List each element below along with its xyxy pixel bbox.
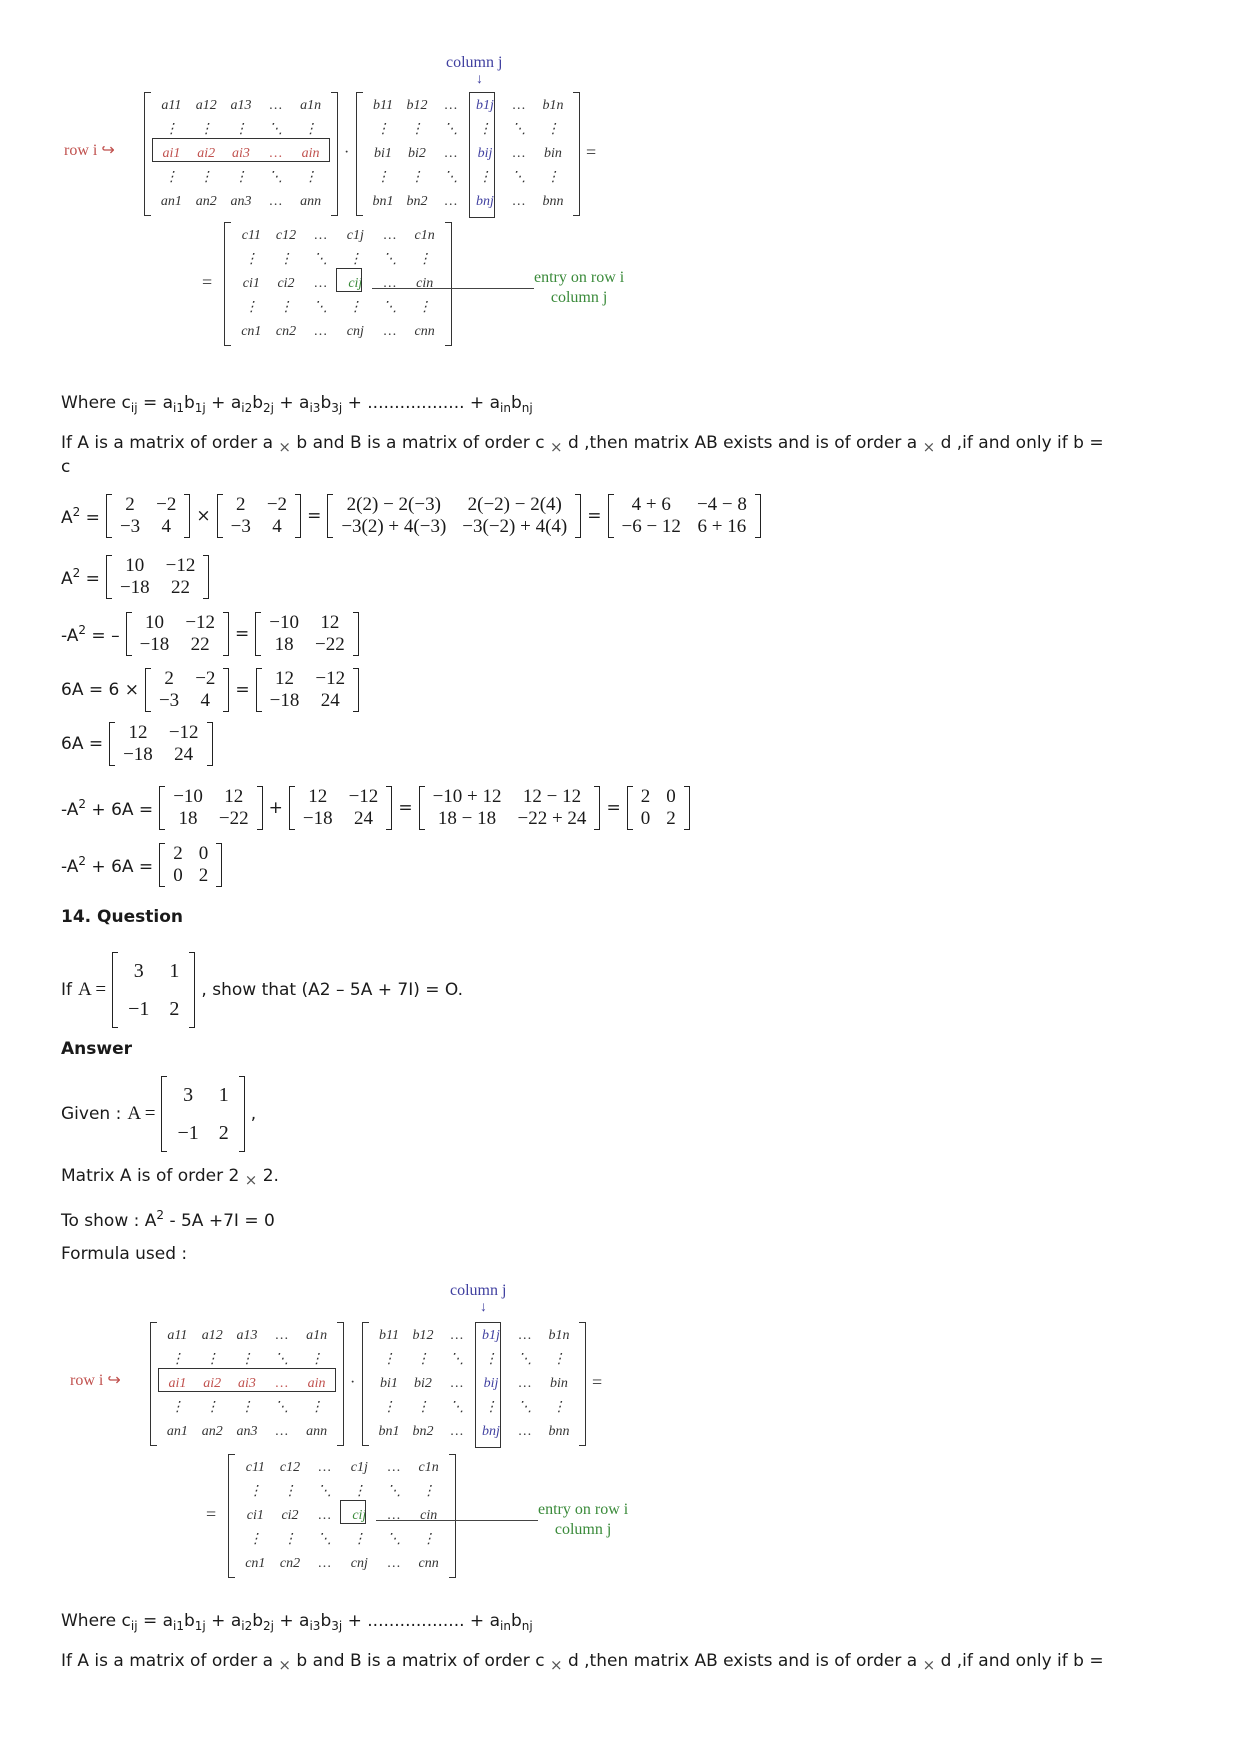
given-statement: Given : A = 3 1 −1 2 , (61, 1076, 256, 1152)
column-arrow-icon: ↓ (476, 72, 483, 87)
where-formula-2: Where $c_{ij} = a_{i1}b_{1j} + a_{i2}b_{2j} + a_{i3}b_{3j}$ + .................. + $a_{in}b_{nj}$ (61, 1611, 533, 1633)
matrix: 2(2) − 2(−3) 2(−2) − 2(4) −3(2) + 4(−3) −3(−2) + 4(4) (327, 494, 581, 538)
matrix: 2 −2 −3 4 (217, 494, 301, 538)
matrix-multiplication-diagram-2: column j ↓ row i ↪ a11 a12 a13 … a1n ⋮ ⋮ ⋮ ⋱ ⋮ ai1 ai2 ai3 … ain ⋮ ⋮ ⋮ ⋱ ⋮ an1 an2 an3 … ann · b11 b12 … b1j … b1n ⋮ ⋮ ⋱ ⋮ ⋱ ⋮ bi1 bi2 … bij … bin ⋮ ⋮ ⋱ ⋮ ⋱ ⋮ bn1 bn2 … bnj … bnn = = c11 c12 … c1j … c1n ⋮ ⋮ ⋱ ⋮ ⋱ ⋮ ci1 ci2 … cij … cin ⋮ ⋮ ⋱ ⋮ ⋱ ⋮ cn1 cn2 … cnj … cnn entry on row i column j (60, 1270, 680, 1590)
matrix: 2 −2 −3 4 (106, 494, 190, 538)
matrix: 12 −12 −18 24 (256, 668, 359, 712)
order-rule-cont: c (61, 457, 71, 477)
matrix-order: Matrix A is of order 2 × 2. (61, 1166, 279, 1189)
sum-result: $-A^2 + 6A$ = 2 0 0 2 (61, 843, 222, 887)
matrix-multiplication-diagram: column j ↓ row i ↪ a11 a12 a13 … a1n ⋮ ⋮ ⋮ ⋱ ⋮ ai1 ai2 ai3 … ain ⋮ ⋮ ⋮ ⋱ ⋮ an1 an2 an3 … ann · b11 b12 … b1j … b1n ⋮ ⋮ ⋱ ⋮ ⋱ ⋮ bi1 bi2 … bij … bin ⋮ ⋮ ⋱ ⋮ ⋱ ⋮ bn1 bn2 … bnj … bnn = = c11 c12 … c1j … c1n ⋮ ⋮ ⋱ ⋮ ⋱ ⋮ ci1 ci2 … cij … cin ⋮ ⋮ ⋱ ⋮ ⋱ ⋮ cn1 cn2 … cnj … cnn entry on row i column j (60, 50, 680, 370)
order-rule: If A is a matrix of order a × b and B is a matrix of order c × d ,then matrix AB exists and is of order a × d ,if and only if b = (61, 433, 1104, 456)
matrix: 10 −12 −18 22 (106, 555, 209, 599)
column-j-label: column j (446, 54, 503, 71)
six-a-expansion: 6A = 6 × 2 −2 −3 4 = 12 −12 −18 24 (61, 668, 359, 712)
matrix-b: b11 b12 … b1j … b1n ⋮ ⋮ ⋱ ⋮ ⋱ ⋮ bi1 bi2 … bij … bin ⋮ ⋮ ⋱ ⋮ ⋱ ⋮ bn1 bn2 … bnj … bnn (356, 92, 580, 216)
matrix-a: a11 a12 a13 … a1n ⋮ ⋮ ⋮ ⋱ ⋮ ai1 ai2 ai3 … ain ⋮ ⋮ ⋮ ⋱ ⋮ an1 an2 an3 … ann (144, 92, 338, 216)
sum-expansion: $-A^2 + 6A$ = −10 12 18 −22 + 12 −12 −18 24 = −10 + 12 12 − 12 18 − 18 −22 + 24 = 2 0 0 2 (61, 786, 690, 830)
question-heading: 14. Question (61, 907, 183, 927)
answer-heading: Answer (61, 1039, 132, 1059)
question-statement: If A = 3 1 −1 2 , show that (A2 – 5A + 7I) = O. (61, 952, 463, 1028)
a-squared-expansion: $A^2$ = 2 −2 −3 4 × 2 −2 −3 4 = 2(2) − 2(−3) 2(−2) − 2(4) −3(2) + 4(−3) −3(−2) + 4(4) = 4 + 6 −4 − 8 −6 − 12 6 + 16 (61, 494, 761, 538)
matrix: 3 1 −1 2 (112, 952, 195, 1028)
to-show: To show : $A^2 - 5A +7I = 0$ (61, 1208, 275, 1231)
where-formula: Where $c_{ij} = a_{i1}b_{1j} + a_{i2}b_{2j} + a_{i3}b_{3j}$ + .................. + $a_{in}b_{nj}$ (61, 393, 533, 415)
neg-a-squared: $-A^2$ = – 10 −12 −18 22 = −10 12 18 −22 (61, 612, 359, 656)
column-arrow-icon: ↓ (480, 1300, 487, 1315)
matrix: −10 12 18 −22 (255, 612, 358, 656)
formula-used-label: Formula used : (61, 1244, 188, 1264)
matrix: 10 −12 −18 22 (126, 612, 229, 656)
matrix: 2 0 0 2 (159, 843, 222, 887)
matrix: 2 0 0 2 (627, 786, 690, 830)
matrix: −10 12 18 −22 (159, 786, 262, 830)
matrix: 12 −12 −18 24 (109, 722, 212, 766)
matrix: 3 1 −1 2 (161, 1076, 244, 1152)
row-i-label: row i ↪ (64, 142, 115, 159)
matrix: 2 −2 −3 4 (145, 668, 229, 712)
matrix: −10 + 12 12 − 12 18 − 18 −22 + 24 (419, 786, 601, 830)
entry-label: entry on row i column j (534, 269, 625, 306)
matrix: 4 + 6 −4 − 8 −6 − 12 6 + 16 (608, 494, 761, 538)
matrix-c: c11 c12 … c1j … c1n ⋮ ⋮ ⋱ ⋮ ⋱ ⋮ ci1 ci2 … cij … cin ⋮ ⋮ ⋱ ⋮ ⋱ ⋮ cn1 cn2 … cnj … cnn (224, 222, 452, 346)
order-rule-2: If A is a matrix of order a × b and B is a matrix of order c × d ,then matrix AB exists and is of order a × d ,if and only if b = (61, 1651, 1104, 1674)
a-squared-result: $A^2$ = 10 −12 −18 22 (61, 555, 209, 599)
six-a-result: 6A = 12 −12 −18 24 (61, 722, 213, 766)
matrix: 12 −12 −18 24 (289, 786, 392, 830)
